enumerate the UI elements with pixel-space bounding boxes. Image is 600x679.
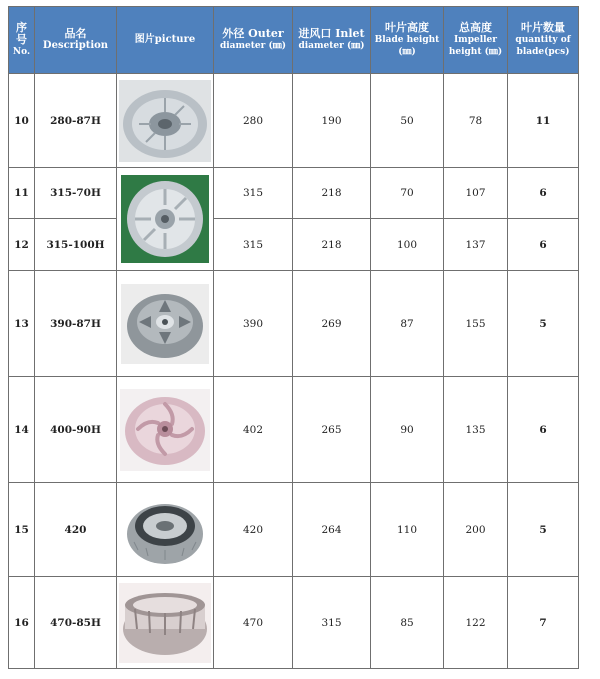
header-blade-height <box>371 7 444 74</box>
row-blade-height: 70 <box>371 168 444 219</box>
row-blade-quantity: 7 <box>508 577 579 669</box>
row-number: 16 <box>9 577 35 669</box>
row-picture <box>117 74 214 168</box>
row-blade-quantity: 11 <box>508 74 579 168</box>
row-inlet-diameter: 218 <box>293 168 371 219</box>
header-no <box>9 7 35 74</box>
row-outer-diameter: 470 <box>214 577 293 669</box>
impeller-image <box>117 80 213 162</box>
impeller-image <box>117 490 213 570</box>
header-outer-zh: 外径 Outer <box>222 27 284 40</box>
header-impeller-height <box>444 7 508 74</box>
header-inlet-diameter <box>293 7 371 74</box>
row-outer-diameter: 280 <box>214 74 293 168</box>
header-no-zh: 序号 <box>16 21 27 46</box>
row-inlet-diameter: 269 <box>293 271 371 377</box>
row-picture <box>117 377 214 483</box>
impeller-image <box>117 284 213 364</box>
table-row <box>9 168 579 219</box>
row-outer-diameter: 315 <box>214 168 293 219</box>
table-row <box>9 483 579 577</box>
row-description: 280-87H <box>35 74 117 168</box>
row-blade-height: 87 <box>371 271 444 377</box>
impeller-image <box>117 583 213 663</box>
row-blade-quantity: 6 <box>508 377 579 483</box>
row-outer-diameter: 420 <box>214 483 293 577</box>
row-outer-diameter: 315 <box>214 219 293 271</box>
table-row <box>9 377 579 483</box>
table-row <box>9 219 579 271</box>
row-impeller-height: 135 <box>444 377 508 483</box>
header-blade-quantity <box>508 7 579 74</box>
row-impeller-height: 122 <box>444 577 508 669</box>
header-inlet-en: diameter (㎜) <box>298 41 365 51</box>
table-row <box>9 74 579 168</box>
row-inlet-diameter: 315 <box>293 577 371 669</box>
row-blade-height: 90 <box>371 377 444 483</box>
header-description <box>35 7 117 74</box>
impeller-image <box>117 175 213 263</box>
row-picture <box>117 168 214 271</box>
header-qty-en: quantity of blade(pcs) <box>515 35 571 57</box>
row-description: 390-87H <box>35 271 117 377</box>
row-outer-diameter: 390 <box>214 271 293 377</box>
row-inlet-diameter: 264 <box>293 483 371 577</box>
header-impeller-zh: 总高度 <box>459 21 492 34</box>
header-qty-zh: 叶片数量 <box>521 21 565 34</box>
row-number: 15 <box>9 483 35 577</box>
header-row <box>9 7 579 74</box>
row-blade-height: 50 <box>371 74 444 168</box>
row-number: 12 <box>9 219 35 271</box>
header-outer-en: diameter (㎜) <box>219 41 287 51</box>
row-description: 420 <box>35 483 117 577</box>
row-number: 11 <box>9 168 35 219</box>
row-impeller-height: 107 <box>444 168 508 219</box>
header-description-zh: 品名 <box>64 27 87 40</box>
table-row <box>9 577 579 669</box>
header-impeller-en: Impeller height (㎜) <box>448 35 503 57</box>
row-picture <box>117 483 214 577</box>
row-blade-quantity: 6 <box>508 168 579 219</box>
row-number: 13 <box>9 271 35 377</box>
row-description: 315-70H <box>35 168 117 219</box>
header-blade-zh: 叶片高度 <box>385 21 429 34</box>
row-impeller-height: 78 <box>444 74 508 168</box>
impeller-spec-table <box>8 6 579 669</box>
header-description-en: Description <box>42 40 109 51</box>
header-picture-zh: 图片picture <box>134 34 196 45</box>
row-number: 14 <box>9 377 35 483</box>
header-inlet-zh: 进风口 Inlet <box>298 27 365 40</box>
row-inlet-diameter: 190 <box>293 74 371 168</box>
header-outer-diameter <box>214 7 293 74</box>
header-blade-en: Blade height (㎜) <box>374 35 440 57</box>
row-blade-quantity: 5 <box>508 271 579 377</box>
row-blade-height: 85 <box>371 577 444 669</box>
row-description: 315-100H <box>35 219 117 271</box>
row-picture <box>117 577 214 669</box>
row-picture <box>117 271 214 377</box>
header-no-en: No. <box>12 47 31 57</box>
row-inlet-diameter: 218 <box>293 219 371 271</box>
table-row <box>9 271 579 377</box>
row-description: 400-90H <box>35 377 117 483</box>
header-picture <box>117 7 214 74</box>
impeller-image <box>117 389 213 471</box>
row-impeller-height: 155 <box>444 271 508 377</box>
row-blade-quantity: 6 <box>508 219 579 271</box>
row-impeller-height: 200 <box>444 483 508 577</box>
row-blade-height: 110 <box>371 483 444 577</box>
row-description: 470-85H <box>35 577 117 669</box>
row-number: 10 <box>9 74 35 168</box>
row-outer-diameter: 402 <box>214 377 293 483</box>
row-blade-quantity: 5 <box>508 483 579 577</box>
row-blade-height: 100 <box>371 219 444 271</box>
row-impeller-height: 137 <box>444 219 508 271</box>
row-inlet-diameter: 265 <box>293 377 371 483</box>
